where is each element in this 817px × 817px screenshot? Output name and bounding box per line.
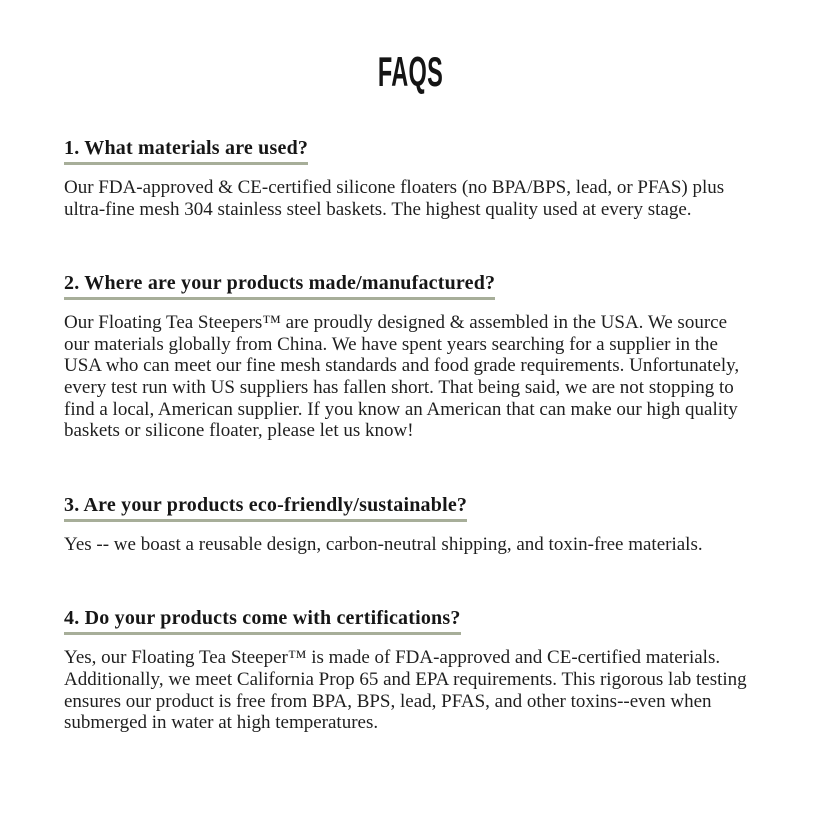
page-title: FAQS bbox=[377, 48, 444, 95]
faq-answer-2: Our Floating Tea Steepers™ are proudly designed & assembled in the USA. We source our materials globally from China. We have spent years searching for a supplier in the USA who can meet our fine mesh standards and food grade requirements. Unfortunately, every test run with US suppliers has fallen short. That being said, we are not stopping to find a local, American supplier. If you know an American that can make our high quality baskets or silicone floater, please let us know! bbox=[64, 312, 740, 442]
faq-section-1 bbox=[64, 137, 757, 220]
faq-question-2: 2. Where are your products made/manufactured? bbox=[64, 272, 495, 300]
faq-question-4: 4. Do your products come with certifications? bbox=[64, 607, 461, 635]
faq-question-1: 1. What materials are used? bbox=[64, 137, 308, 165]
faq-answer-4: Yes, our Floating Tea Steeper™ is made of FDA-approved and CE-certified materials. Additionally, we meet California Prop 65 and EPA requirements. This rigorous lab testing ensures our product is free from BPA, BPS, lead, PFAS, and other toxins--even when submerged in water at high temperatures. bbox=[64, 647, 747, 734]
faq-question-3: 3. Are your products eco-friendly/sustainable? bbox=[64, 494, 467, 522]
faq-section-2 bbox=[64, 272, 757, 442]
faq-section-3 bbox=[64, 494, 757, 556]
faq-section-4 bbox=[64, 607, 757, 733]
faq-answer-1: Our FDA-approved & CE-certified silicone floaters (no BPA/BPS, lead, or PFAS) plus ultra-fine mesh 304 stainless steel baskets. The highest quality used at every stage. bbox=[64, 177, 725, 220]
faq-answer-3: Yes -- we boast a reusable design, carbon-neutral shipping, and toxin-free materials. bbox=[64, 533, 703, 555]
